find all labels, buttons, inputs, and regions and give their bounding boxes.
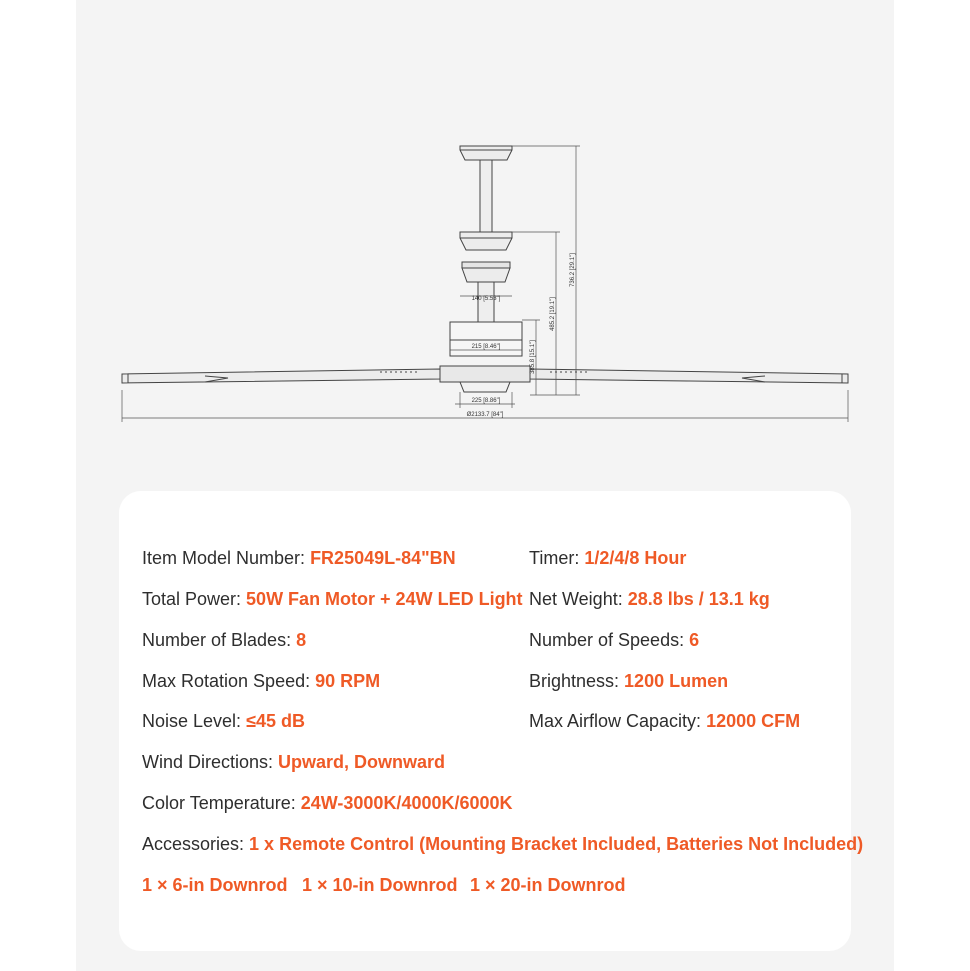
downrod-shape <box>480 160 492 232</box>
height-mid-label: 485.2 [19.1"] <box>550 297 556 331</box>
spec-timer: Timer: 1/2/4/8 Hour <box>529 548 687 568</box>
spec-brightness: Brightness: 1200 Lumen <box>529 671 729 691</box>
spec-color-temperature: Color Temperature: 24W-3000K/4000K/6000K <box>142 793 513 813</box>
height-short-label: 385.8 [15.1"] <box>530 340 536 374</box>
spec-wind-directions: Wind Directions: Upward, Downward <box>142 752 446 772</box>
downrod-20in: 1 × 20-in Downrod <box>470 875 626 895</box>
light-kit-shape <box>460 382 510 392</box>
spec-number-of-blades: Number of Blades: 8 <box>142 630 307 650</box>
coupler-shape <box>460 232 512 250</box>
downrod-10in: 1 × 10-in Downrod <box>302 875 458 895</box>
canopy-shape <box>460 146 512 160</box>
right-blade-shape <box>530 369 848 383</box>
spec-number-of-speeds: Number of Speeds: 6 <box>529 630 700 650</box>
height-total-label: 736.2 [29.1"] <box>570 253 576 287</box>
span-label: Ø2133.7 [84"] <box>466 412 504 418</box>
spec-total-power: Total Power: 50W Fan Motor + 24W LED Light <box>142 589 523 609</box>
body-width-label: 215 [8.46"] <box>471 344 501 350</box>
motor-shape <box>462 268 510 282</box>
fan-dimension-diagram <box>0 0 970 470</box>
spec-accessories: Accessories: 1 x Remote Control (Mounting Bracket Included, Batteries Not Included) <box>142 834 864 854</box>
spec-model-number: Item Model Number: FR25049L-84"BN <box>142 548 456 568</box>
spec-max-airflow: Max Airflow Capacity: 12000 CFM <box>529 711 801 731</box>
motor-width-label: 140 [5.53"] <box>471 296 501 302</box>
fan-body-shape <box>450 322 522 356</box>
downrod-6in: 1 × 6-in Downrod <box>142 875 288 895</box>
left-blade-shape <box>122 369 440 383</box>
light-width-label: 225 [8.86"] <box>471 398 501 404</box>
spec-max-rotation-speed: Max Rotation Speed: 90 RPM <box>142 671 381 691</box>
spec-net-weight: Net Weight: 28.8 lbs / 13.1 kg <box>529 589 770 609</box>
spec-noise-level: Noise Level: ≤45 dB <box>142 711 305 731</box>
